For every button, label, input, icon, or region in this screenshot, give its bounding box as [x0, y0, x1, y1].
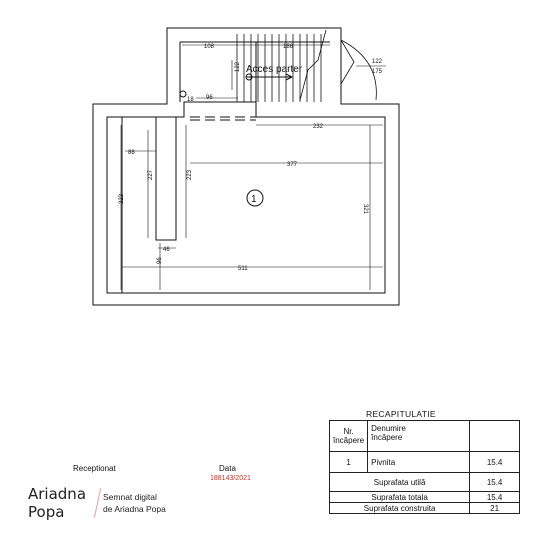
dim-122v: 122	[235, 61, 241, 72]
dim-223: 223	[187, 169, 193, 180]
digital-signature-line1: Semnat digital	[103, 492, 157, 502]
recap-table	[329, 420, 520, 514]
dim-108: 108	[204, 44, 215, 50]
recap-total-value: 15.4	[470, 492, 520, 503]
room-number: 1	[251, 194, 257, 205]
recap-row-value: 15.4	[470, 452, 520, 473]
recap-total-value: 15.4	[470, 473, 520, 492]
recap-total-label: Suprafata utilă	[330, 473, 470, 492]
signer-name-line1: Ariadna	[28, 485, 87, 503]
recap-row-name: Pivnita	[368, 452, 470, 473]
recap-row-nr: 1	[330, 452, 368, 473]
signer-name-line2: Popa	[28, 503, 65, 521]
data-label: Data	[219, 464, 236, 473]
dim-511: 511	[238, 266, 248, 272]
dim-88: 88	[128, 150, 135, 156]
recap-header-row	[330, 421, 520, 452]
dim-186: 186	[283, 44, 294, 50]
partition-wall	[122, 117, 184, 293]
data-value: 188143/2021	[210, 475, 251, 482]
table-row	[330, 492, 520, 503]
dim-door-bottom: 175	[372, 69, 383, 75]
dim-321: 321	[362, 204, 368, 215]
recap-total-label: Suprafata construita	[330, 503, 470, 514]
dim-232: 232	[313, 124, 324, 130]
recap-header-name: Denumire încăpere	[368, 421, 470, 452]
receptionat-label: Receptionat	[73, 464, 116, 473]
dim-46: 46	[163, 247, 170, 253]
dim-96: 96	[206, 95, 213, 101]
dim-377: 377	[287, 162, 298, 168]
dim-323: 323	[119, 193, 125, 204]
recap-header-value	[470, 421, 520, 452]
table-row	[330, 452, 520, 473]
recap-total-value: 21	[470, 503, 520, 514]
access-label: Acces parter	[246, 64, 303, 75]
recap-title: RECAPITULATIE	[366, 409, 436, 419]
dim-18: 18	[187, 97, 194, 103]
digital-signature-line2: de Ariadna Popa	[103, 504, 166, 514]
recap-total-label: Suprafata totala	[330, 492, 470, 503]
table-row	[330, 473, 520, 492]
dim-227: 227	[148, 169, 154, 180]
dim-door-top: 122	[372, 59, 383, 65]
inner-wall	[107, 102, 385, 293]
recap-header-nr: Nr. încăpere	[330, 421, 368, 452]
table-row	[330, 503, 520, 514]
dim-96v: 96	[157, 257, 163, 264]
